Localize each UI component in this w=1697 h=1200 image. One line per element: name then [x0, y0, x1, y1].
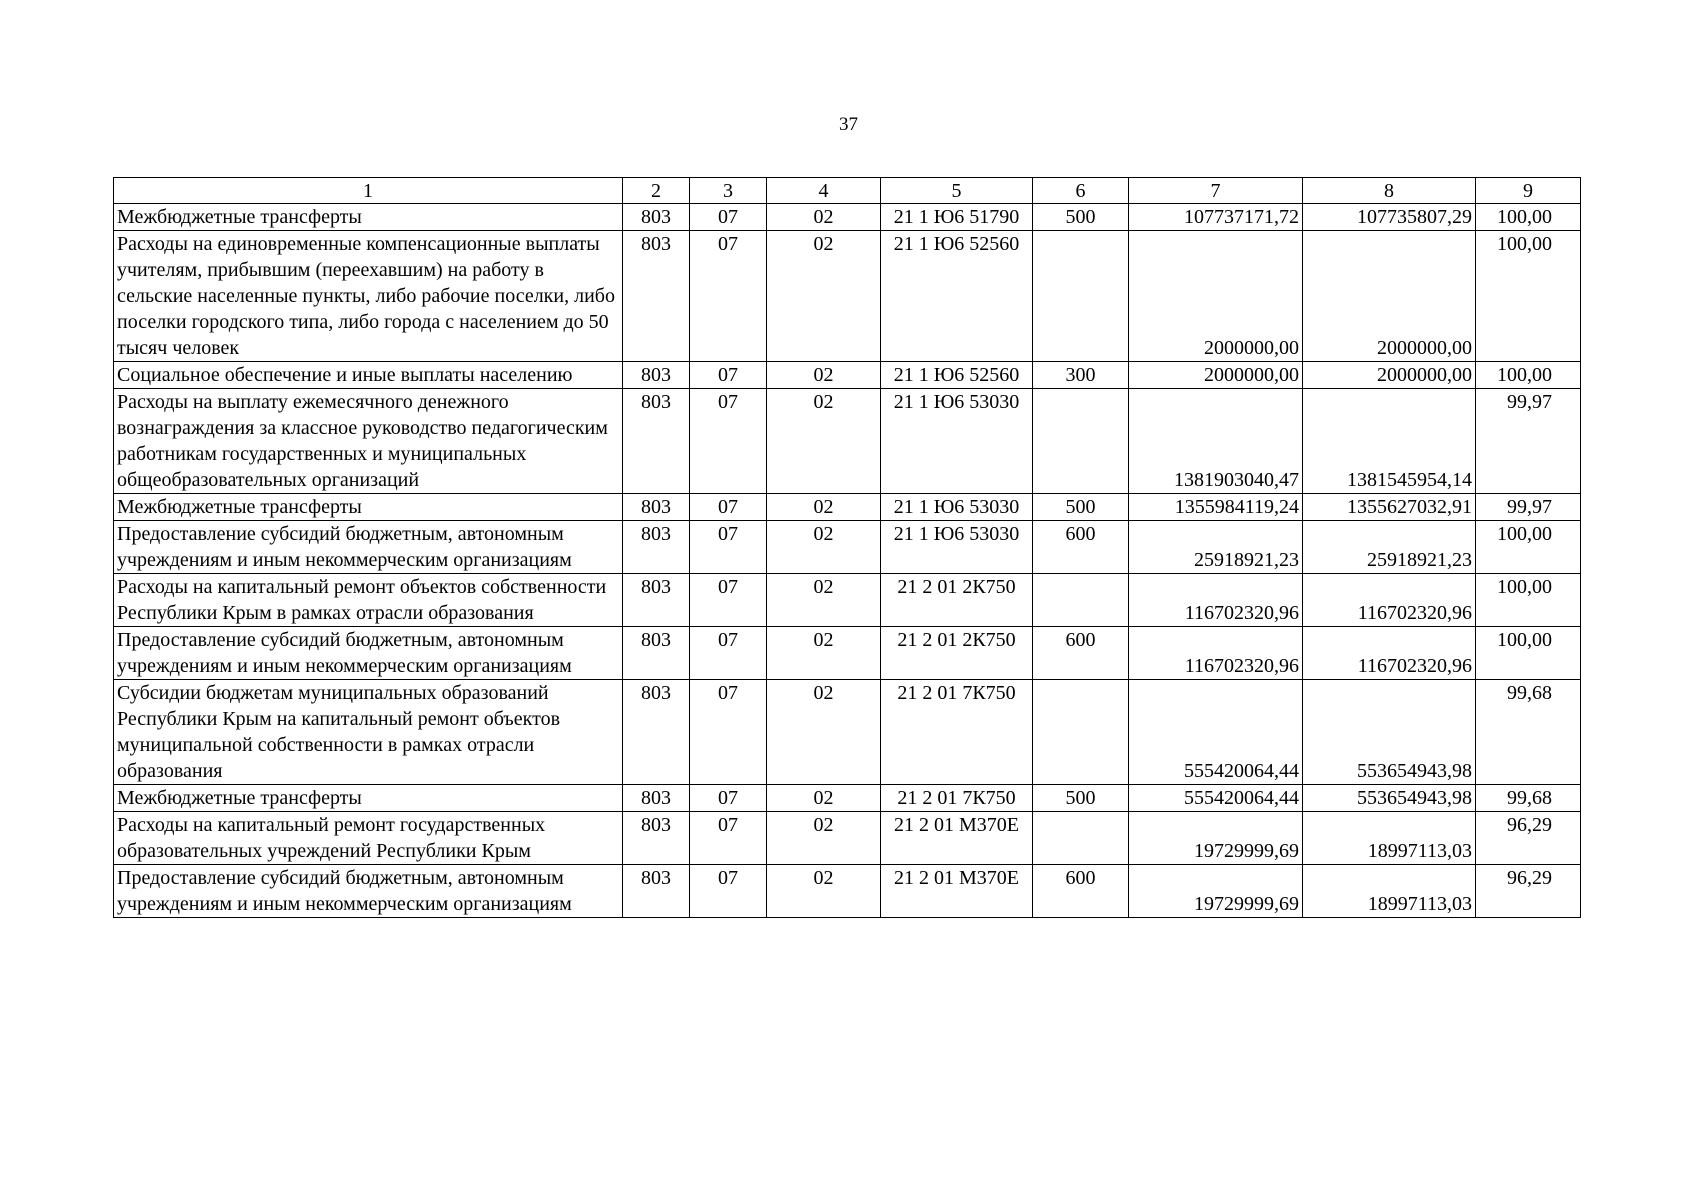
- section-code-cell: 07: [690, 812, 767, 865]
- target-item-code-cell: 21 1 Ю6 53030: [881, 389, 1033, 494]
- ministry-code-cell: 803: [623, 812, 690, 865]
- execution-percent-cell: 100,00: [1476, 231, 1581, 362]
- execution-percent-cell: 99,97: [1476, 389, 1581, 494]
- section-code-cell: 07: [690, 389, 767, 494]
- section-code-cell: 07: [690, 231, 767, 362]
- section-code-cell: 07: [690, 574, 767, 627]
- execution-percent-cell: 99,68: [1476, 680, 1581, 785]
- execution-percent-cell: 100,00: [1476, 362, 1581, 389]
- expense-name-cell: Предоставление субсидий бюджетным, автономным учреждениям и иным некоммерческим организациям: [114, 521, 623, 574]
- expense-type-code-cell: [1033, 812, 1129, 865]
- expense-type-code-cell: [1033, 389, 1129, 494]
- table-row: [114, 362, 1581, 389]
- section-code-cell: 07: [690, 785, 767, 812]
- executed-amount-cell: 1381545954,14: [1303, 389, 1476, 494]
- subsection-code-cell: 02: [767, 574, 881, 627]
- subsection-code-cell: 02: [767, 785, 881, 812]
- subsection-code-cell: 02: [767, 362, 881, 389]
- ministry-code-cell: 803: [623, 574, 690, 627]
- ministry-code-cell: 803: [623, 521, 690, 574]
- subsection-code-cell: 02: [767, 231, 881, 362]
- planned-amount-cell: 1381903040,47: [1129, 389, 1303, 494]
- column-header: 2: [623, 178, 690, 204]
- expense-type-code-cell: [1033, 680, 1129, 785]
- column-header: 6: [1033, 178, 1129, 204]
- subsection-code-cell: 02: [767, 494, 881, 521]
- planned-amount-cell: 19729999,69: [1129, 812, 1303, 865]
- execution-percent-cell: 99,68: [1476, 785, 1581, 812]
- target-item-code-cell: 21 2 01 2К750: [881, 627, 1033, 680]
- planned-amount-cell: 1355984119,24: [1129, 494, 1303, 521]
- expense-type-code-cell: 500: [1033, 785, 1129, 812]
- planned-amount-cell: 2000000,00: [1129, 231, 1303, 362]
- subsection-code-cell: 02: [767, 627, 881, 680]
- section-code-cell: 07: [690, 204, 767, 231]
- ministry-code-cell: 803: [623, 389, 690, 494]
- section-code-cell: 07: [690, 494, 767, 521]
- expense-type-code-cell: 600: [1033, 521, 1129, 574]
- table-row: [114, 574, 1581, 627]
- column-header: 4: [767, 178, 881, 204]
- target-item-code-cell: 21 1 Ю6 51790: [881, 204, 1033, 231]
- subsection-code-cell: 02: [767, 521, 881, 574]
- column-header: 7: [1129, 178, 1303, 204]
- planned-amount-cell: 2000000,00: [1129, 362, 1303, 389]
- expense-name-cell: Расходы на единовременные компенсационные выплаты учителям, прибывшим (переехавшим) на работу в сельские населенные пункты, либо рабочие поселки, либо поселки городского типа, либо города с населением до 50 тысяч человек: [114, 231, 623, 362]
- budget-execution-table: [113, 177, 1581, 918]
- execution-percent-cell: 100,00: [1476, 204, 1581, 231]
- table-row: [114, 785, 1581, 812]
- target-item-code-cell: 21 2 01 2К750: [881, 574, 1033, 627]
- target-item-code-cell: 21 1 Ю6 53030: [881, 521, 1033, 574]
- ministry-code-cell: 803: [623, 627, 690, 680]
- table-row: [114, 680, 1581, 785]
- ministry-code-cell: 803: [623, 680, 690, 785]
- execution-percent-cell: 96,29: [1476, 865, 1581, 918]
- executed-amount-cell: 18997113,03: [1303, 865, 1476, 918]
- ministry-code-cell: 803: [623, 785, 690, 812]
- executed-amount-cell: 1355627032,91: [1303, 494, 1476, 521]
- execution-percent-cell: 96,29: [1476, 812, 1581, 865]
- table-row: [114, 231, 1581, 362]
- execution-percent-cell: 100,00: [1476, 521, 1581, 574]
- section-code-cell: 07: [690, 521, 767, 574]
- planned-amount-cell: 116702320,96: [1129, 574, 1303, 627]
- expense-type-code-cell: [1033, 574, 1129, 627]
- column-header: 5: [881, 178, 1033, 204]
- expense-name-cell: Межбюджетные трансферты: [114, 204, 623, 231]
- executed-amount-cell: 116702320,96: [1303, 627, 1476, 680]
- planned-amount-cell: 555420064,44: [1129, 785, 1303, 812]
- column-header: 3: [690, 178, 767, 204]
- subsection-code-cell: 02: [767, 204, 881, 231]
- executed-amount-cell: 116702320,96: [1303, 574, 1476, 627]
- subsection-code-cell: 02: [767, 680, 881, 785]
- target-item-code-cell: 21 2 01 7К750: [881, 785, 1033, 812]
- executed-amount-cell: 18997113,03: [1303, 812, 1476, 865]
- expense-name-cell: Социальное обеспечение и иные выплаты населению: [114, 362, 623, 389]
- expense-name-cell: Предоставление субсидий бюджетным, автономным учреждениям и иным некоммерческим организациям: [114, 627, 623, 680]
- target-item-code-cell: 21 1 Ю6 52560: [881, 231, 1033, 362]
- planned-amount-cell: 107737171,72: [1129, 204, 1303, 231]
- execution-percent-cell: 99,97: [1476, 494, 1581, 521]
- section-code-cell: 07: [690, 865, 767, 918]
- ministry-code-cell: 803: [623, 231, 690, 362]
- executed-amount-cell: 2000000,00: [1303, 362, 1476, 389]
- table-row: [114, 494, 1581, 521]
- expense-type-code-cell: 600: [1033, 865, 1129, 918]
- executed-amount-cell: 25918921,23: [1303, 521, 1476, 574]
- table-row: [114, 865, 1581, 918]
- ministry-code-cell: 803: [623, 362, 690, 389]
- planned-amount-cell: 25918921,23: [1129, 521, 1303, 574]
- subsection-code-cell: 02: [767, 389, 881, 494]
- executed-amount-cell: 107735807,29: [1303, 204, 1476, 231]
- expense-type-code-cell: 500: [1033, 494, 1129, 521]
- planned-amount-cell: 116702320,96: [1129, 627, 1303, 680]
- section-code-cell: 07: [690, 362, 767, 389]
- executed-amount-cell: 553654943,98: [1303, 785, 1476, 812]
- target-item-code-cell: 21 1 Ю6 52560: [881, 362, 1033, 389]
- page-number: 37: [839, 114, 858, 135]
- expense-name-cell: Предоставление субсидий бюджетным, автономным учреждениям и иным некоммерческим организациям: [114, 865, 623, 918]
- ministry-code-cell: 803: [623, 865, 690, 918]
- section-code-cell: 07: [690, 627, 767, 680]
- column-header: 8: [1303, 178, 1476, 204]
- expense-type-code-cell: 500: [1033, 204, 1129, 231]
- target-item-code-cell: 21 2 01 М370Е: [881, 865, 1033, 918]
- table-row: [114, 389, 1581, 494]
- expense-name-cell: Межбюджетные трансферты: [114, 785, 623, 812]
- table-row: [114, 521, 1581, 574]
- column-header: 1: [114, 178, 623, 204]
- target-item-code-cell: 21 1 Ю6 53030: [881, 494, 1033, 521]
- planned-amount-cell: 19729999,69: [1129, 865, 1303, 918]
- column-number-row: [114, 178, 1581, 204]
- expense-name-cell: Субсидии бюджетам муниципальных образований Республики Крым на капитальный ремонт объектов муниципальной собственности в рамках отрасли образования: [114, 680, 623, 785]
- expense-name-cell: Расходы на выплату ежемесячного денежного вознаграждения за классное руководство педагогическим работникам государственных и муниципальных общеобразовательных организаций: [114, 389, 623, 494]
- execution-percent-cell: 100,00: [1476, 627, 1581, 680]
- execution-percent-cell: 100,00: [1476, 574, 1581, 627]
- expense-type-code-cell: [1033, 231, 1129, 362]
- ministry-code-cell: 803: [623, 204, 690, 231]
- executed-amount-cell: 2000000,00: [1303, 231, 1476, 362]
- ministry-code-cell: 803: [623, 494, 690, 521]
- table-row: [114, 204, 1581, 231]
- column-header: 9: [1476, 178, 1581, 204]
- expense-type-code-cell: 300: [1033, 362, 1129, 389]
- expense-type-code-cell: 600: [1033, 627, 1129, 680]
- target-item-code-cell: 21 2 01 7К750: [881, 680, 1033, 785]
- planned-amount-cell: 555420064,44: [1129, 680, 1303, 785]
- table-row: [114, 812, 1581, 865]
- expense-name-cell: Расходы на капитальный ремонт объектов собственности Республики Крым в рамках отрасли образования: [114, 574, 623, 627]
- table-row: [114, 627, 1581, 680]
- subsection-code-cell: 02: [767, 812, 881, 865]
- subsection-code-cell: 02: [767, 865, 881, 918]
- target-item-code-cell: 21 2 01 М370Е: [881, 812, 1033, 865]
- executed-amount-cell: 553654943,98: [1303, 680, 1476, 785]
- section-code-cell: 07: [690, 680, 767, 785]
- expense-name-cell: Расходы на капитальный ремонт государственных образовательных учреждений Республики Крым: [114, 812, 623, 865]
- expense-name-cell: Межбюджетные трансферты: [114, 494, 623, 521]
